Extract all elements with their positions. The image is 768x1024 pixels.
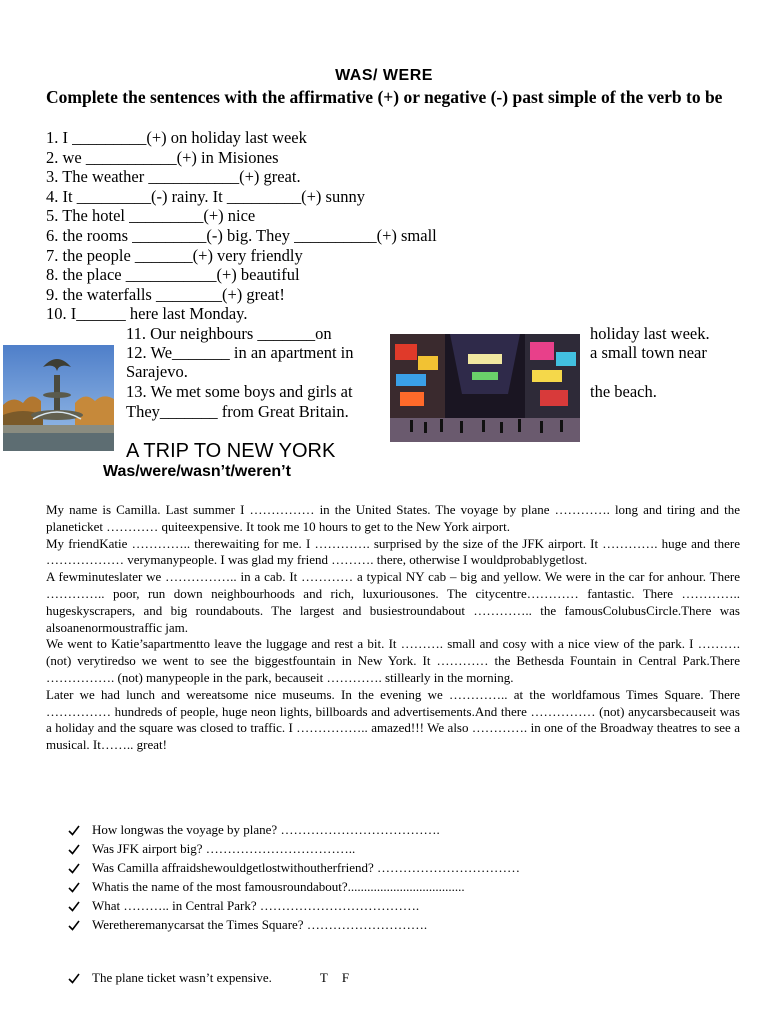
fountain-photo [3,345,114,451]
story-paragraph: My friendKatie ………….. therewaiting for me. I …………. surprised by the size of the JFK airport. It …………. huge and there ……………… verymanypeople. I was glad my friend ………. there, otherwise I wouldprobablygetlost. [46,535,740,568]
story-paragraph: My name is Camilla. Last summer I …………… in the United States. The voyage by plane …………. long and tiring and the planeticket ………… quiteexpensive. It took me 10 hours to get to the New York airport. [46,502,740,534]
checkmark-icon [68,882,82,893]
story-paragraph: A fewminuteslater we …………….. in a cab. It ………… a typical NY cab – big and yellow. We were in the car for anhour. There ………….. poor, run down neighbourhoods and rich, luxuriousones. The citycentre………… fantastic. There ………….. hugeskyscrapers, and big roundabouts. The largest and busiestroundabout ………….. the famousColubusCircle.There was alsoanenormoustraffic jam. [46,569,740,635]
true-option[interactable]: T [319,970,328,985]
sentence-8: 8. the place ___________(+) beautiful [46,265,300,285]
sentence-11-start: 11. Our neighbours _______on [126,324,332,343]
sentence-6: 6. the rooms _________(-) big. They __________(+) small [46,225,437,245]
checkmark-icon [68,920,82,931]
sentence-1: 1. I _________(+) on holiday last week [46,128,307,147]
sentence-list [46,128,746,324]
checkmark-icon [68,825,82,836]
question-1 [68,822,440,838]
story-paragraph: Later we had lunch and wereatsome nice museums. In the evening we ………….. at the worldfamous Times Square. There …………… hundreds of people, huge neon lights, billboards and advertisements.And there …………… (not) anycarsbecauseit was a holiday and the square was closed to traffic. I …………….. amazed!!! We also …………. in one of the Broadway theatres to see a musical. It…….. great! [46,686,740,753]
question-text: Was JFK airport big? …………………………….. [92,841,356,856]
sentence-13-start: 13. We met some boys and girls at [126,382,353,401]
checkmark-icon [68,973,82,984]
question-text: How longwas the voyage by plane? ………………………………. [92,822,440,837]
story-text [46,502,740,754]
true-false-statement: The plane ticket wasn’t expensive. [92,970,272,985]
sentence-10: 10. I______ here last Monday. [46,304,248,324]
question-6 [68,917,427,933]
question-text: What ……….. in Central Park? ………………………………. [92,898,420,913]
sentence-11-end: holiday last week. [590,324,710,343]
sentence-13-cont: They_______ from Great Britain. [126,402,349,421]
sentence-12-start: 12. We_______ in an apartment in [126,343,354,362]
sentence-2: 2. we ___________(+) in Misiones [46,147,279,167]
sentence-12-end: a small town near [590,343,707,362]
question-2 [68,841,355,857]
question-4 [68,879,465,895]
sentence-12-cont: Sarajevo. [126,362,188,381]
question-text: Weretheremanycarsat the Times Square? ………………………. [92,917,428,932]
sentence-3: 3. The weather ___________(+) great. [46,167,301,187]
sentence-7: 7. the people _______(+) very friendly [46,245,303,265]
question-text: Was Camilla affraidshewouldgetlostwithoutherfriend? …………………………… [92,860,520,875]
worksheet-title: WAS/ WERE [335,67,433,84]
checkmark-icon [68,863,82,874]
question-text: Whatis the name of the most famousroundabout?.................................... [92,879,465,894]
checkmark-icon [68,844,82,855]
sentence-5: 5. The hotel _________(+) nice [46,206,256,226]
question-3 [68,860,520,876]
false-option[interactable]: F [341,970,350,985]
sentence-4: 4. It _________(-) rainy. It _________(+) sunny [46,186,365,206]
section-title: A TRIP TO NEW YORK [126,440,336,462]
question-5 [68,898,419,914]
true-false-item [68,970,349,986]
section-subtitle: Was/were/wasn’t/weren’t [103,463,291,480]
checkmark-icon [68,901,82,912]
times-square-photo [390,334,580,442]
story-paragraph: We went to Katie’sapartmentto leave the luggage and rest a bit. It ………. small and cosy with a nice view of the park. I ………. (not) verytiredso we went to see the biggestfountain in New York. It ………… the Bethesda Fountain in Central Park.There ……………. (not) manypeople in the park, becauseit …………. stillearly in the morning. [46,636,740,685]
sentence-13-end: the beach. [590,382,657,401]
instructions: Complete the sentences with the affirmative (+) or negative (-) past simple of the verb to be [46,87,723,107]
sentence-9: 9. the waterfalls ________(+) great! [46,284,285,304]
